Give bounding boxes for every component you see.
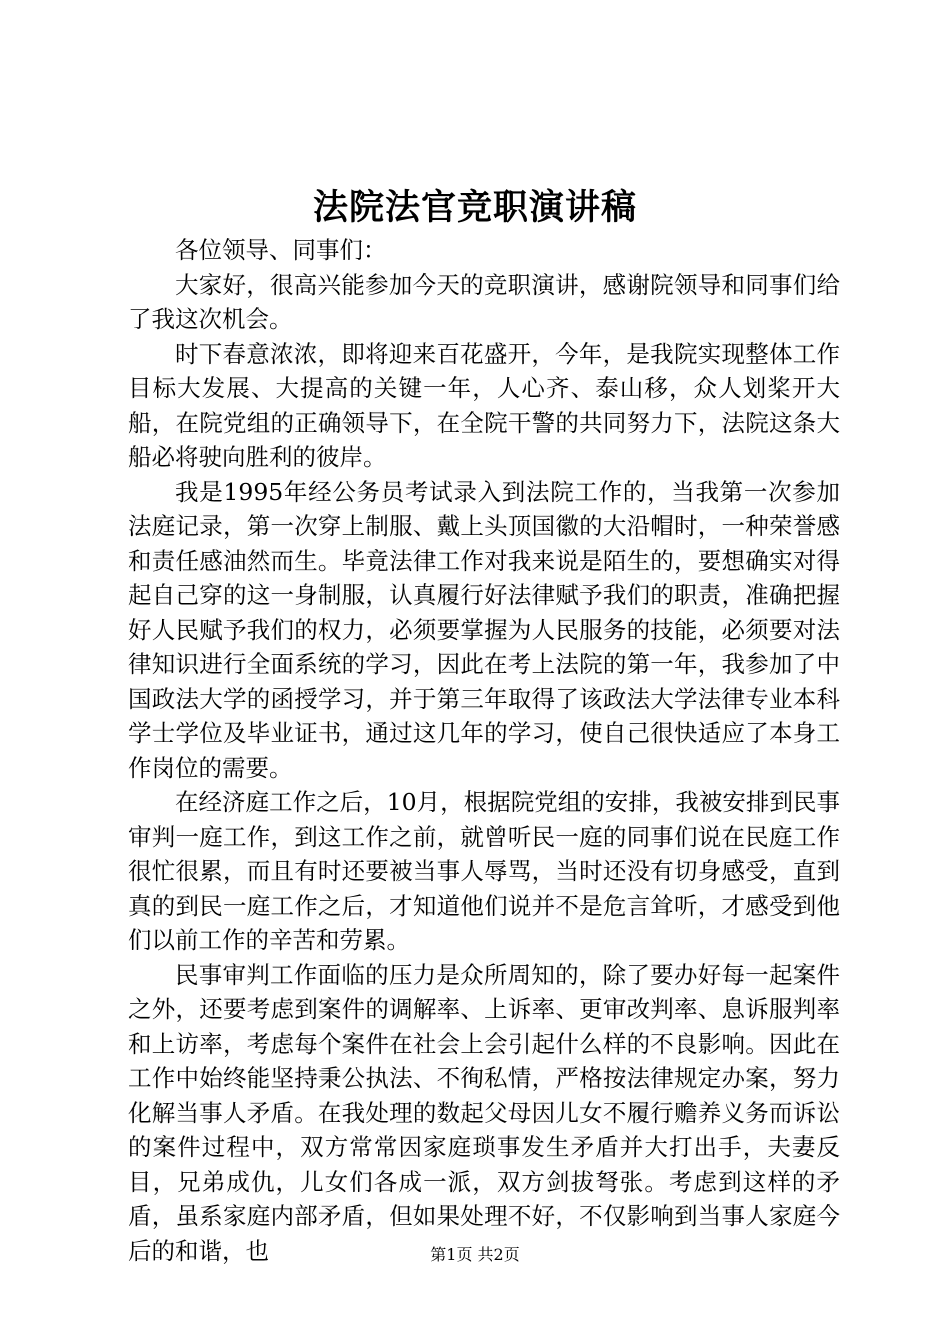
- document-title: 法院法官竞职演讲稿: [312, 187, 637, 228]
- body-paragraph: 时下春意浓浓，即将迎来百花盛开，今年，是我院实现整体工作目标大发展、大提高的关键一年，人心齐、泰山移，众人划桨开大船，在院党组的正确领导下，在全院干警的共同努力下，法院这条大船必将驶向胜利的彼岸。: [128, 339, 840, 471]
- body-paragraph: 大家好，很高兴能参加今天的竞职演讲，感谢院领导和同事们给了我这次机会。: [128, 270, 840, 333]
- body-paragraph: 我是1995年经公务员考试录入到法院工作的，当我第一次参加法庭记录，第一次穿上制服、戴上头顶国徽的大沿帽时，一种荣誉感和责任感油然而生。毕竟法律工作对我来说是陌生的，要想确实对得起自己穿的这一身制服，认真履行好法律赋予我们的职责，准确把握好人民赋予我们的权力，必须要掌握为人民服务的技能，必须要对法律知识进行全面系统的学习，因此在考上法院的第一年，我参加了中国政法大学的函授学习，并于第三年取得了该政法大学法律专业本科学士学位及毕业证书，通过这几年的学习，使自己很快适应了本身工作岗位的需要。: [128, 477, 840, 782]
- page-number-footer: 第1页 共2页: [430, 1245, 520, 1264]
- body-paragraph: 民事审判工作面临的压力是众所周知的，除了要办好每一起案件之外，还要考虑到案件的调解率、上诉率、更审改判率、息诉服判率和上访率，考虑每个案件在社会上会引起什么样的不良影响。因此在工作中始终能坚持秉公执法、不徇私情，严格按法律规定办案，努力化解当事人矛盾。在我处理的数起父母因儿女不履行赡养义务而诉讼的案件过程中，双方常常因家庭琐事发生矛盾并大打出手，夫妻反目，兄弟成仇，儿女们各成一派，双方剑拔弩张。考虑到这样的矛盾，虽系家庭内部矛盾，但如果处理不好，不仅影响到当事人家庭今后的和谐，也: [128, 960, 840, 1265]
- salutation-paragraph: 各位领导、同事们：: [175, 236, 387, 264]
- body-paragraph: 在经济庭工作之后，10月，根据院党组的安排，我被安排到民事审判一庭工作，到这工作之前，就曾听民一庭的同事们说在民庭工作很忙很累，而且有时还要被当事人辱骂，当时还没有切身感受，直到真的到民一庭工作之后，才知道他们说并不是危言耸听，才感受到他们以前工作的辛苦和劳累。: [128, 788, 840, 954]
- document-body: [128, 233, 840, 1268]
